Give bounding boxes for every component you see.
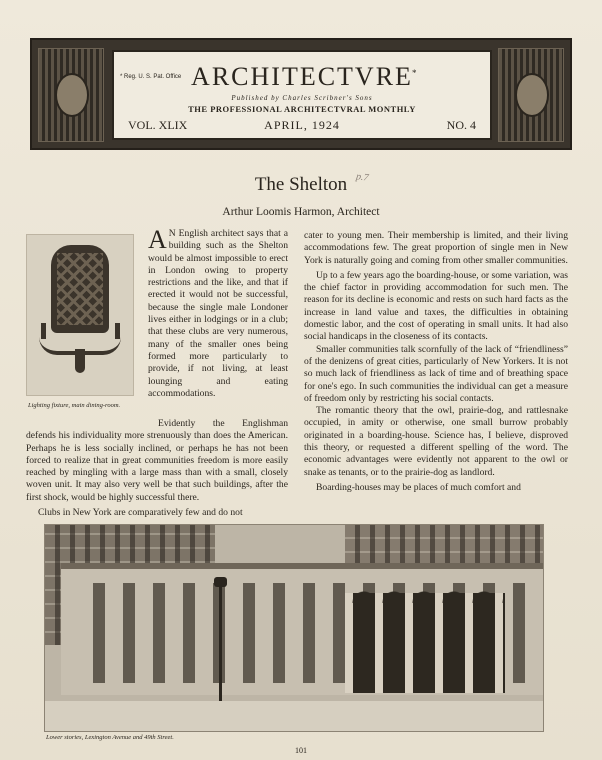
building-cornice xyxy=(61,563,543,569)
page-number: 101 xyxy=(295,746,307,755)
medallion-ornament xyxy=(55,73,89,117)
magazine-title: ARCHITECTVRE xyxy=(191,62,413,91)
volume-label: VOL. XLIX xyxy=(128,118,188,132)
sconce-finial xyxy=(75,349,85,373)
title-mark: * xyxy=(412,68,417,78)
arcade-columns xyxy=(345,593,505,693)
article-title: The Shelton xyxy=(254,174,348,195)
medallion-ornament xyxy=(515,73,549,117)
paragraph-englishman: Evidently the Englishman defends his individuality more strenuously than does the American. Perhaps he is less socially inclined, or perhaps he has not been forced to realize that in great communities freedom is more easily reached by mingling with a large mass than with a small, closely woven unit. It may also very well be that such buildings, after the first shock, would be highly successful there. xyxy=(26,418,288,503)
column-left-lower xyxy=(26,418,288,519)
building-photo xyxy=(44,524,544,732)
fixture-caption: Lighting fixture, main dining-room. xyxy=(28,402,121,409)
paragraph-friendliness: Smaller communities talk scornfully of the lack of “friendliness” of the denizens of great cities, particularly of New Yorkers. It is not so much lack of friendliness as lack of time and of breathing space for one's ego. In such communities the individual can get a measure of freedom only by restricting his social contacts. xyxy=(304,343,568,404)
sconce-grille xyxy=(57,253,103,325)
paragraph-young-men: cater to young men. Their membership is limited, and their living accommodations few. The great proportion of single men in New York is naturally going and coming from other smaller communities. xyxy=(304,230,568,266)
paragraph-comfort: Boarding-houses may be places of much comfort and xyxy=(316,481,521,493)
paragraph-boarding-house: Up to a few years ago the boarding-house, or some variation, was the chief factor in providing accommodation for such men. The reason for its decline is economic and rests on such hard facts as the increase in land value and taxes, the difficulties in obtaining domestic labor, and the cost of operating in small units. It had also social handicaps in the closeness of its contacts. xyxy=(304,269,568,343)
publisher-line: Published by Charles Scribner's Sons xyxy=(231,94,373,102)
masthead xyxy=(30,38,572,150)
paragraph-intro xyxy=(148,225,288,400)
arcade-arches xyxy=(345,587,505,603)
article-author: Arthur Loomis Harmon, Architect xyxy=(222,206,380,218)
left-ornament xyxy=(38,48,104,142)
trademark-note: * Reg. U. S. Pat. Office xyxy=(120,74,182,80)
building-caption: Lower stories, Lexington Avenue and 49th Street. xyxy=(46,734,174,741)
issue-date: APRIL, 1924 xyxy=(264,118,340,132)
street-sidewalk xyxy=(45,701,543,731)
paragraph-text: N English architect says that a building such as the Shelton would be almost impossible to erect in London owing to property restrictions and the like, and that if erected it would not be successful, because the single male Londoner lives either in lodgings or in a club; that these clubs are very numerous, many of the smaller ones being formed more particularly to provide, if not living, at least lounging and eating accommodations. xyxy=(148,228,288,399)
lighting-fixture-photo xyxy=(26,234,134,396)
right-ornament xyxy=(498,48,564,142)
magazine-subtitle: THE PROFESSIONAL ARCHITECTVRAL MONTHLY xyxy=(188,104,416,114)
masthead-panel xyxy=(112,50,492,140)
column-right xyxy=(304,230,568,494)
pencil-annotation: p.7 xyxy=(355,171,370,184)
paragraph-clubs: Clubs in New York are comparatively few and do not xyxy=(38,507,243,519)
street-lamp-post xyxy=(219,585,222,711)
drop-cap: A xyxy=(148,225,167,254)
paragraph-romantic-theory: The romantic theory that the owl, prairie-dog, and rattlesnake occupied, in amity or otherwise, one small burrow probably originated in a boarding-house. Science has, I believe, disproved this theory, or requested a different spelling of the word. The economic advantages were evidently not apparent to the owl or snake as tenants, or to the prairie-dog as landlord. xyxy=(304,405,568,478)
issue-number: NO. 4 xyxy=(446,118,476,132)
